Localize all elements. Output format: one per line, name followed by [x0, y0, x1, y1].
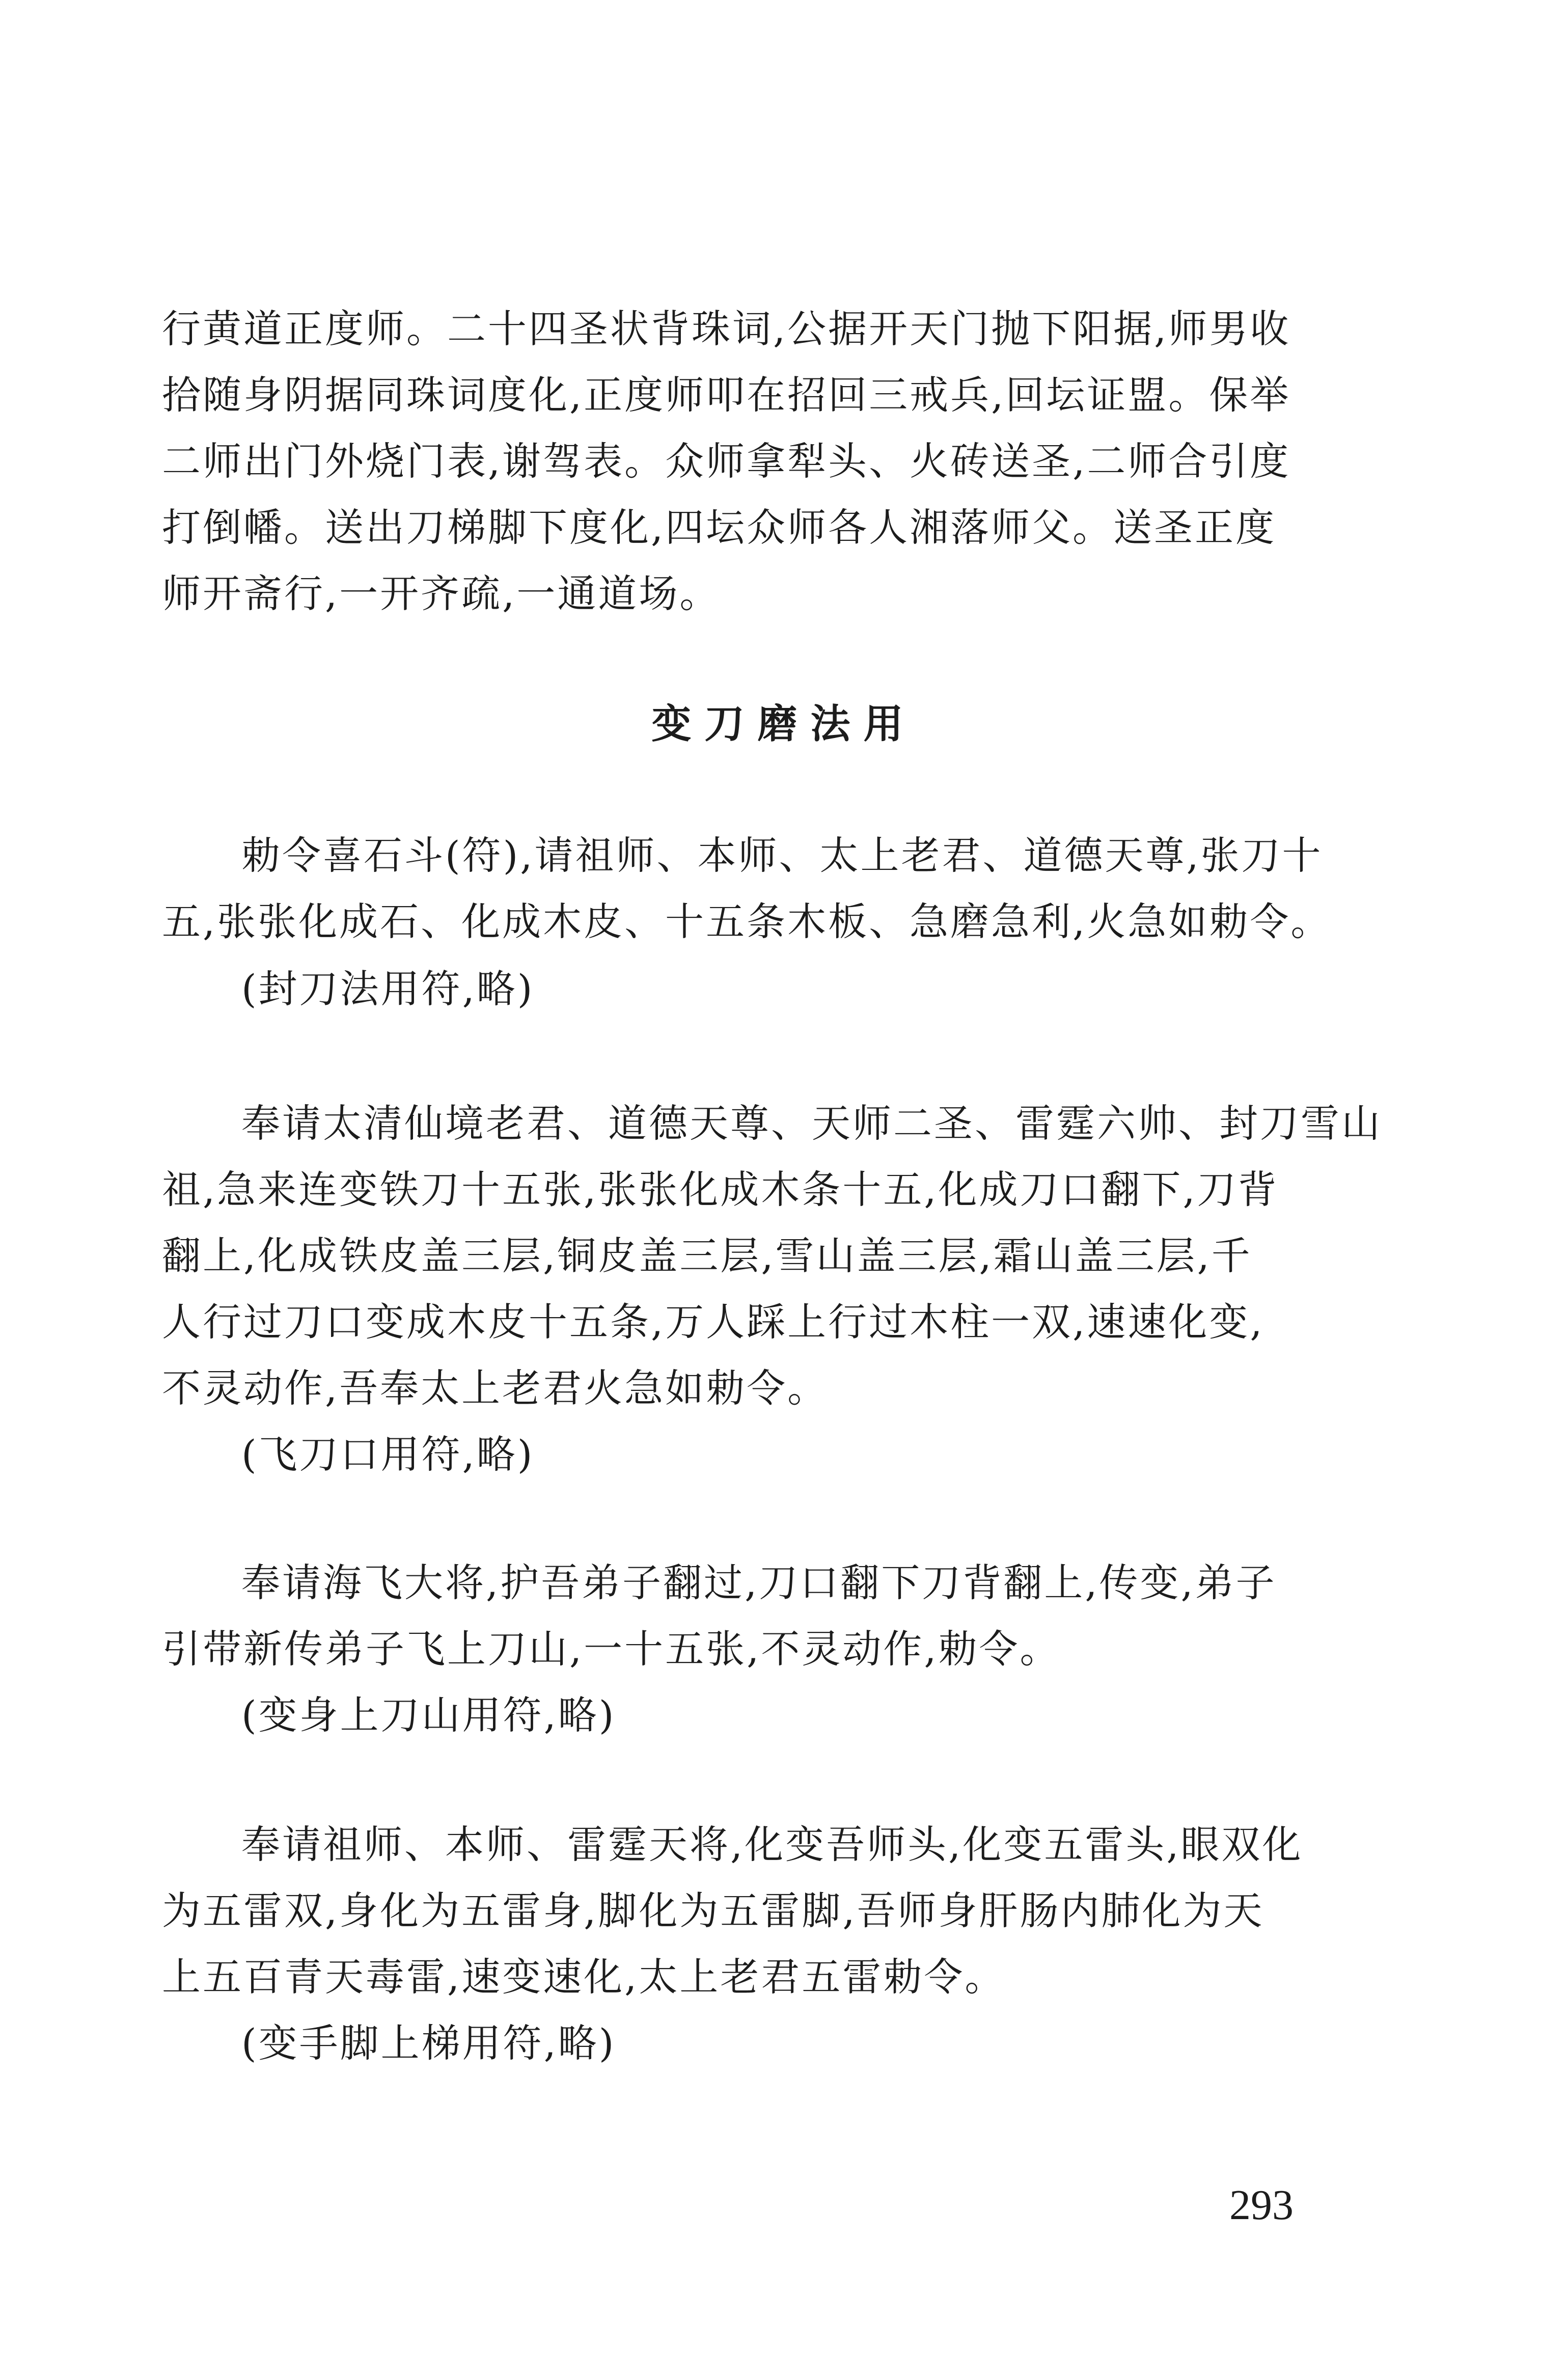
page-number: 293 [1229, 2181, 1294, 2229]
paragraph-3-line-5: 不灵动作,吾奉太上老君火急如勅令。 [162, 1365, 829, 1411]
paragraph-4-note: (变身上刀山用符,略) [241, 1692, 616, 1738]
paragraph-3-line-2: 祖,急来连变铁刀十五张,张张化成木条十五,化成刀口翻下,刀背 [162, 1167, 1279, 1212]
paragraph-2-note: (封刀法用符,略) [241, 966, 535, 1012]
paragraph-1-line-4: 打倒幡。送出刀梯脚下度化,四坛众师各人湘落师父。送圣正度 [162, 505, 1277, 550]
paragraph-4-line-1: 奉请海飞大将,护吾弟子翻过,刀口翻下刀背翻上,传变,弟子 [241, 1560, 1277, 1605]
paragraph-3-line-1: 奉请太清仙境老君、道德天尊、天师二圣、雷霆六帅、封刀雪山 [241, 1101, 1382, 1146]
paragraph-2-line-1: 勅令喜石斗(符),请祖师、本师、太上老君、道德天尊,张刀十 [241, 833, 1323, 878]
paragraph-3-note: (飞刀口用符,略) [241, 1432, 535, 1477]
paragraph-1-line-3: 二师出门外烧门表,谢驾表。众师拿犁头、火砖送圣,二师合引度 [162, 439, 1291, 484]
paragraph-5-note: (变手脚上梯用符,略) [241, 2020, 616, 2066]
paragraph-5-line-3: 上五百青天毒雷,速变速化,太上老君五雷勅令。 [162, 1954, 1006, 2000]
paragraph-4-line-2: 引带新传弟子飞上刀山,一十五张,不灵动作,勅令。 [162, 1626, 1061, 1672]
paragraph-2-line-2: 五,张张化成石、化成木皮、十五条木板、急磨急利,火急如勅令。 [162, 899, 1332, 944]
paragraph-5-line-1: 奉请祖师、本师、雷霆天将,化变吾师头,化变五雷头,眼双化 [241, 1822, 1303, 1867]
section-title: 变刀磨法用 [651, 701, 917, 747]
paragraph-1-line-5: 师开斋行,一开齐疏,一通道场。 [162, 571, 721, 616]
paragraph-1-line-1: 行黄道正度师。二十四圣状背珠词,公据开天门抛下阳据,师男收 [162, 306, 1291, 351]
paragraph-1-line-2: 拾随身阴据同珠词度化,正度师叩在招回三戒兵,回坛证盟。保举 [162, 372, 1291, 418]
paragraph-3-line-3: 翻上,化成铁皮盖三层,铜皮盖三层,雪山盖三层,霜山盖三层,千 [162, 1233, 1252, 1278]
paragraph-3-line-4: 人行过刀口变成木皮十五条,万人踩上行过木柱一双,速速化变, [162, 1299, 1264, 1345]
paragraph-5-line-2: 为五雷双,身化为五雷身,脚化为五雷脚,吾师身肝肠内肺化为天 [162, 1888, 1264, 1933]
